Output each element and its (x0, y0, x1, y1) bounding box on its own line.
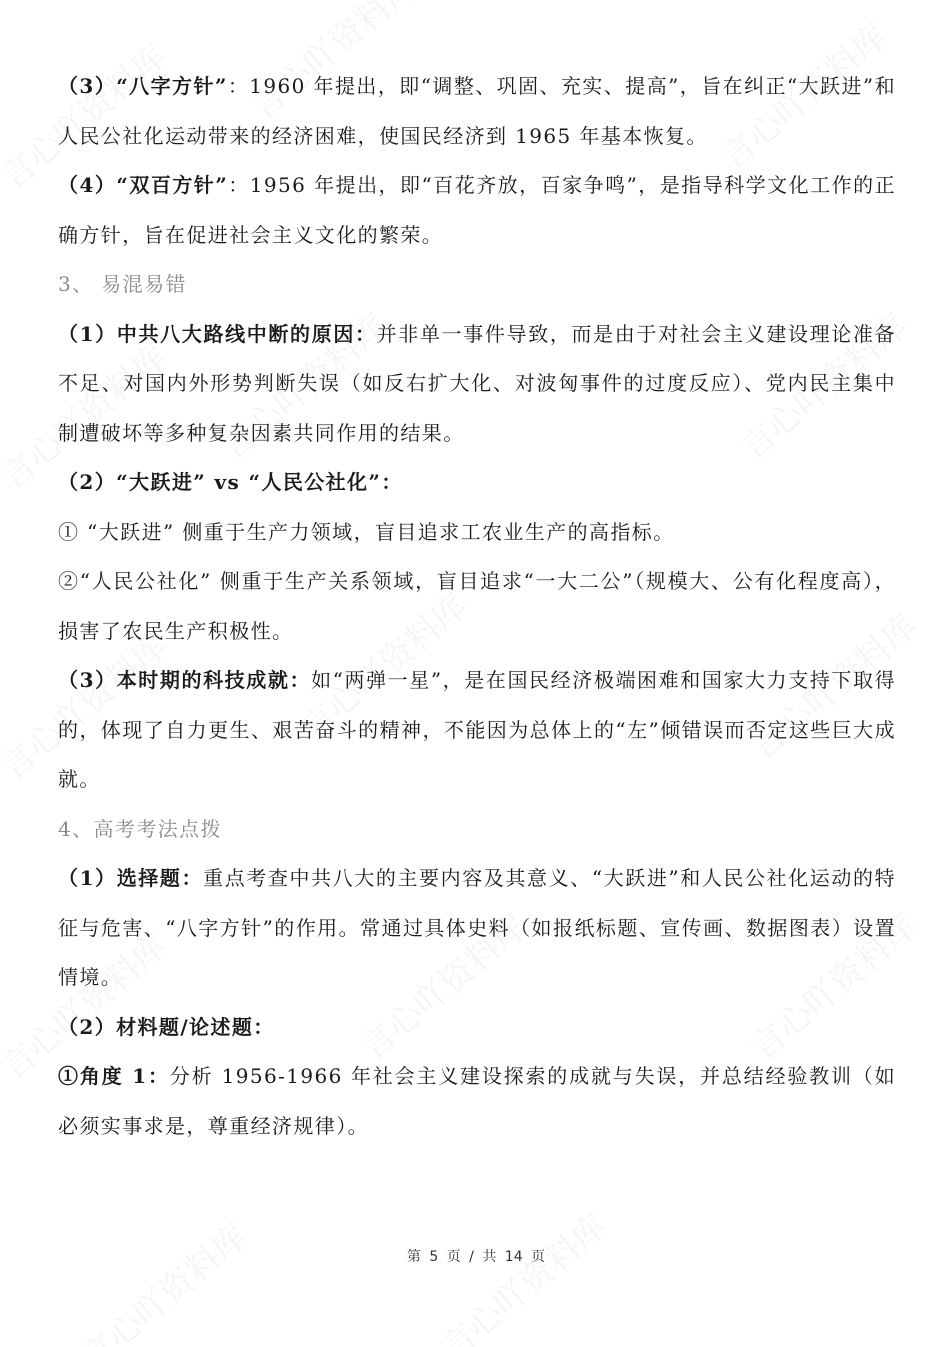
paragraph-compare-title (58, 458, 896, 508)
document-body (58, 62, 896, 1151)
paragraph-bada-reason (58, 310, 896, 459)
paragraph-bazi-fangzhen (58, 62, 896, 161)
paragraph-xuanze-ti (58, 854, 896, 1003)
page-number-footer: 第 5 页 / 共 14 页 (406, 1249, 546, 1265)
paragraph-cailiao-ti (58, 1003, 896, 1053)
paragraph-lead: （3）“八字方针” (58, 74, 228, 98)
paragraph-text: 分析 1956-1966 年社会主义建设探索的成就与失误，并总结经验教训（如必须实事求是，尊重经济规律）。 (58, 1064, 896, 1138)
paragraph-text: 如“两弹一星”，是在国民经济极端困难和国家大力支持下取得的，体现了自力更生、艰苦奋斗的精神，不能因为总体上的“左”倾错误而否定这些巨大成就。 (58, 668, 896, 791)
paragraph-lead: （1）选择题： (58, 866, 204, 890)
paragraph-renmin-gongshe (58, 557, 896, 656)
paragraph-lead: （4）“双百方针” (58, 173, 229, 197)
paragraph-lead: ①角度 1： (58, 1064, 170, 1088)
paragraph-lead: （2）“大跃进” vs “人民公社化”： (58, 470, 403, 494)
paragraph-shuangbai-fangzhen (58, 161, 896, 260)
paragraph-text: 并非单一事件导致，而是由于对社会主义建设理论准备不足、对国内外形势判断失误（如反右扩大化、对波匈事件的过度反应）、党内民主集中制遭破坏等多种复杂因素共同作用的结果。 (58, 321, 896, 445)
paragraph-text: ① “大跃进” 侧重于生产力领域，盲目追求工农业生产的高指标。 (58, 519, 675, 544)
paragraph-keji-chengjiu (58, 656, 896, 805)
paragraph-text: ：1956 年提出，即“百花齐放，百家争鸣”，是指导科学文化工作的正确方针，旨在促进社会主义文化的繁荣。 (58, 173, 896, 247)
section-heading-4: 4、高考考法点拨 (58, 816, 222, 841)
watermark (68, 1210, 256, 1347)
section-heading-3: 3、 易混易错 (58, 272, 187, 296)
watermark (428, 1200, 616, 1347)
paragraph-lead: （1）中共八大路线中断的原因： (58, 321, 377, 346)
paragraph-text: 重点考查中共八大的主要内容及其意义、“大跃进”和人民公社化运动的特征与危害、“八字方针”的作用。常通过具体史料（如报纸标题、宣传画、数据图表）设置情境。 (58, 866, 896, 989)
paragraph-lead: （3）本时期的科技成就： (58, 668, 312, 692)
paragraph-lead: （2）材料题/论述题： (58, 1014, 275, 1039)
paragraph-dayuejin (58, 508, 896, 558)
paragraph-jiaodu-1 (58, 1052, 896, 1151)
paragraph-text: ：1960 年提出，即“调整、巩固、充实、提高”，旨在纠正“大跃进”和人民公社化运动带来的经济困难，使国民经济到 1965 年基本恢复。 (58, 74, 896, 148)
paragraph-text: ②“人民公社化” 侧重于生产关系领域，盲目追求“一大二公”（规模大、公有化程度高），损害了农民生产积极性。 (58, 569, 896, 643)
